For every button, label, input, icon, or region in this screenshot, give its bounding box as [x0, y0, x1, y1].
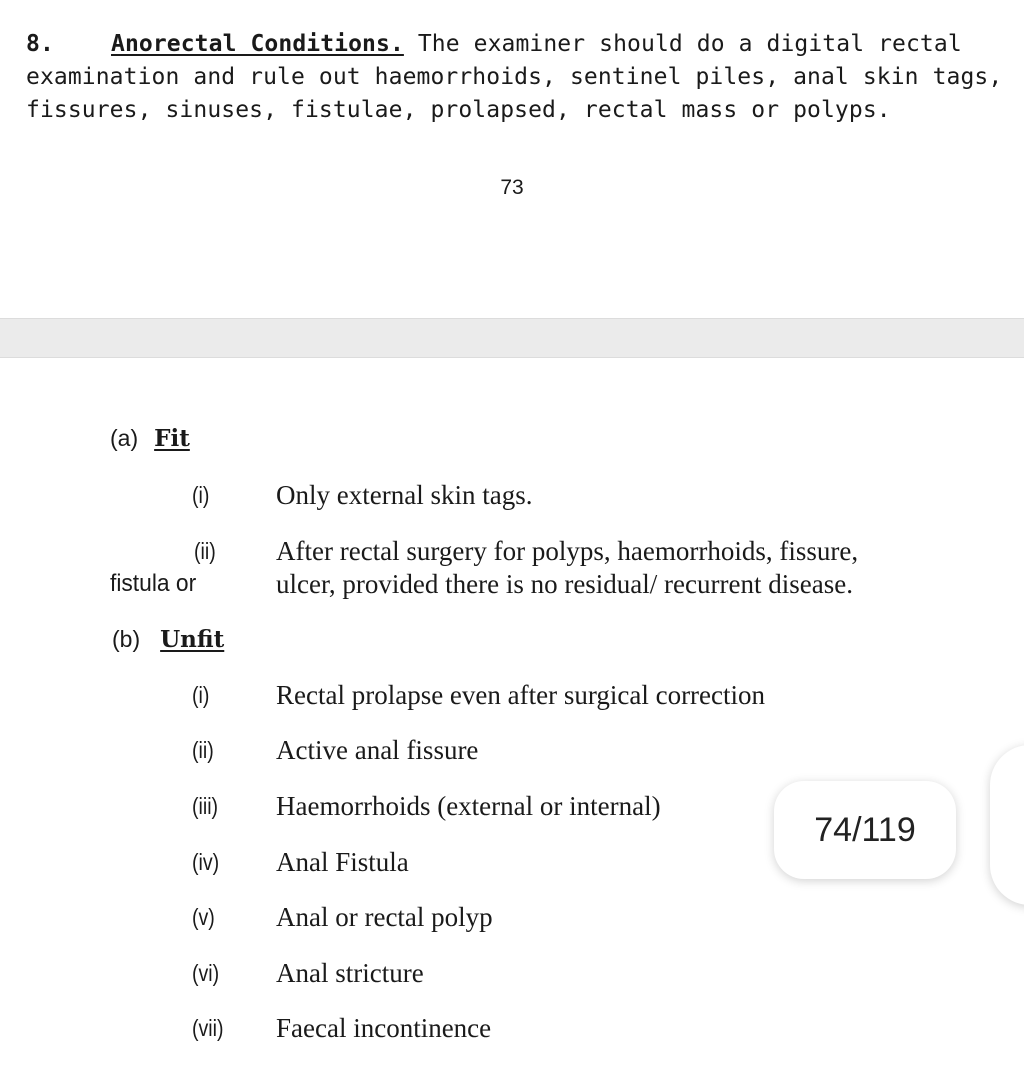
section-fit-heading [110, 423, 190, 454]
scroll-handle[interactable] [990, 745, 1024, 905]
unfit-item-marker: (v) [192, 904, 215, 930]
unfit-item-marker: (iii) [192, 793, 219, 819]
paragraph-text-line-1: The examiner should do a digital rectal [403, 31, 962, 57]
paragraph-text-line-3: fissures, sinuses, fistulae, prolapsed, rectal mass or polyps. [26, 97, 891, 123]
fit-item-text: After rectal surgery for polyps, haemorrhoids, fissure, [276, 536, 859, 566]
page-indicator[interactable]: 74/119 [774, 781, 956, 879]
fit-item-text: Only external skin tags. [276, 480, 533, 510]
unfit-item-text: Anal Fistula [276, 847, 409, 877]
unfit-item-text: Anal or rectal polyp [276, 902, 493, 932]
unfit-item-marker: (ii) [192, 737, 214, 763]
paragraph-number: 8. [26, 31, 54, 57]
page-separator [0, 318, 1024, 358]
unfit-item-text: Rectal prolapse even after surgical correction [276, 680, 766, 710]
section-marker: (b) [112, 626, 141, 652]
section-title: Unfit [160, 626, 225, 653]
paragraph-anorectal-conditions [26, 28, 1016, 127]
unfit-item-text: Anal stricture [276, 958, 424, 988]
fit-item-marker: (i) [192, 482, 210, 508]
fit-item-marker: (ii) [194, 538, 216, 564]
unfit-item-marker: (vi) [192, 960, 220, 986]
paragraph-line-1 [26, 28, 1016, 61]
unfit-item-text: Faecal incontinence [276, 1013, 492, 1043]
unfit-item-text: Active anal fissure [276, 735, 479, 765]
fit-item-text-continuation-left: fistula or [110, 570, 197, 597]
unfit-item-text: Haemorrhoids (external or internal) [276, 791, 661, 821]
unfit-item-marker: (i) [192, 682, 210, 708]
page-number: 73 [500, 176, 524, 199]
document-page-74 [0, 358, 1024, 1068]
section-title: Fit [154, 425, 190, 452]
section-unfit-heading [112, 624, 224, 655]
paragraph-heading: Anorectal Conditions. [111, 31, 404, 57]
document-page-73 [0, 0, 1024, 318]
paragraph-text-line-2: examination and rule out haemorrhoids, sentinel piles, anal skin tags, [26, 64, 1003, 90]
section-marker: (a) [110, 425, 139, 451]
unfit-item-marker: (iv) [192, 849, 220, 875]
unfit-item-marker: (vii) [192, 1015, 224, 1041]
fit-item-text-continuation: ulcer, provided there is no residual/ recurrent disease. [276, 569, 853, 599]
